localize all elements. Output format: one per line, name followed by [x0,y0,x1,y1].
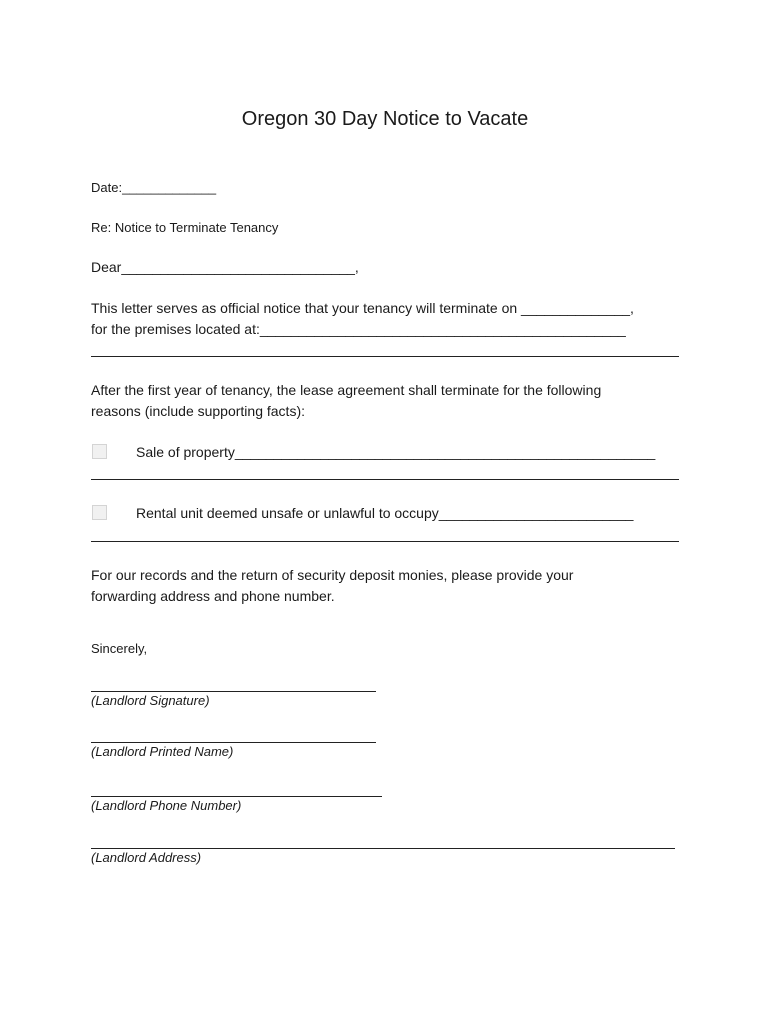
sale-of-property-continuation-line [91,479,679,480]
phone-number-caption: (Landlord Phone Number) [91,798,242,813]
termination-paragraph-line-1: This letter serves as official notice that your tenancy will terminate on ______________, [91,300,634,316]
signature-line [91,691,376,692]
document-title: Oregon 30 Day Notice to Vacate [241,108,529,130]
reasons-paragraph-line-1: After the first year of tenancy, the lease agreement shall terminate for the following [91,382,602,398]
premises-continuation-line [91,356,679,357]
unsafe-unit-label: Rental unit deemed unsafe or unlawful to occupy_________________________ [136,505,634,521]
records-paragraph-line-1: For our records and the return of security deposit monies, please provide your [91,567,574,583]
address-caption: (Landlord Address) [91,850,202,865]
printed-name-caption: (Landlord Printed Name) [91,744,234,759]
sale-of-property-checkbox[interactable] [92,444,107,459]
unsafe-unit-continuation-line [91,541,679,542]
termination-paragraph-line-2: for the premises located at:_______________________________________________ [91,321,626,337]
sale-of-property-label: Sale of property______________________________________________________ [136,444,656,460]
salutation-line: Dear______________________________, [91,259,359,275]
closing: Sincerely, [91,641,148,656]
records-paragraph-line-2: forwarding address and phone number. [91,588,335,604]
date-line: Date:_____________ [91,180,217,195]
address-line [91,848,675,849]
printed-name-line [91,742,376,743]
phone-number-line [91,796,382,797]
signature-caption: (Landlord Signature) [91,693,210,708]
re-line: Re: Notice to Terminate Tenancy [91,220,279,235]
unsafe-unit-checkbox[interactable] [92,505,107,520]
reasons-paragraph-line-2: reasons (include supporting facts): [91,403,305,419]
